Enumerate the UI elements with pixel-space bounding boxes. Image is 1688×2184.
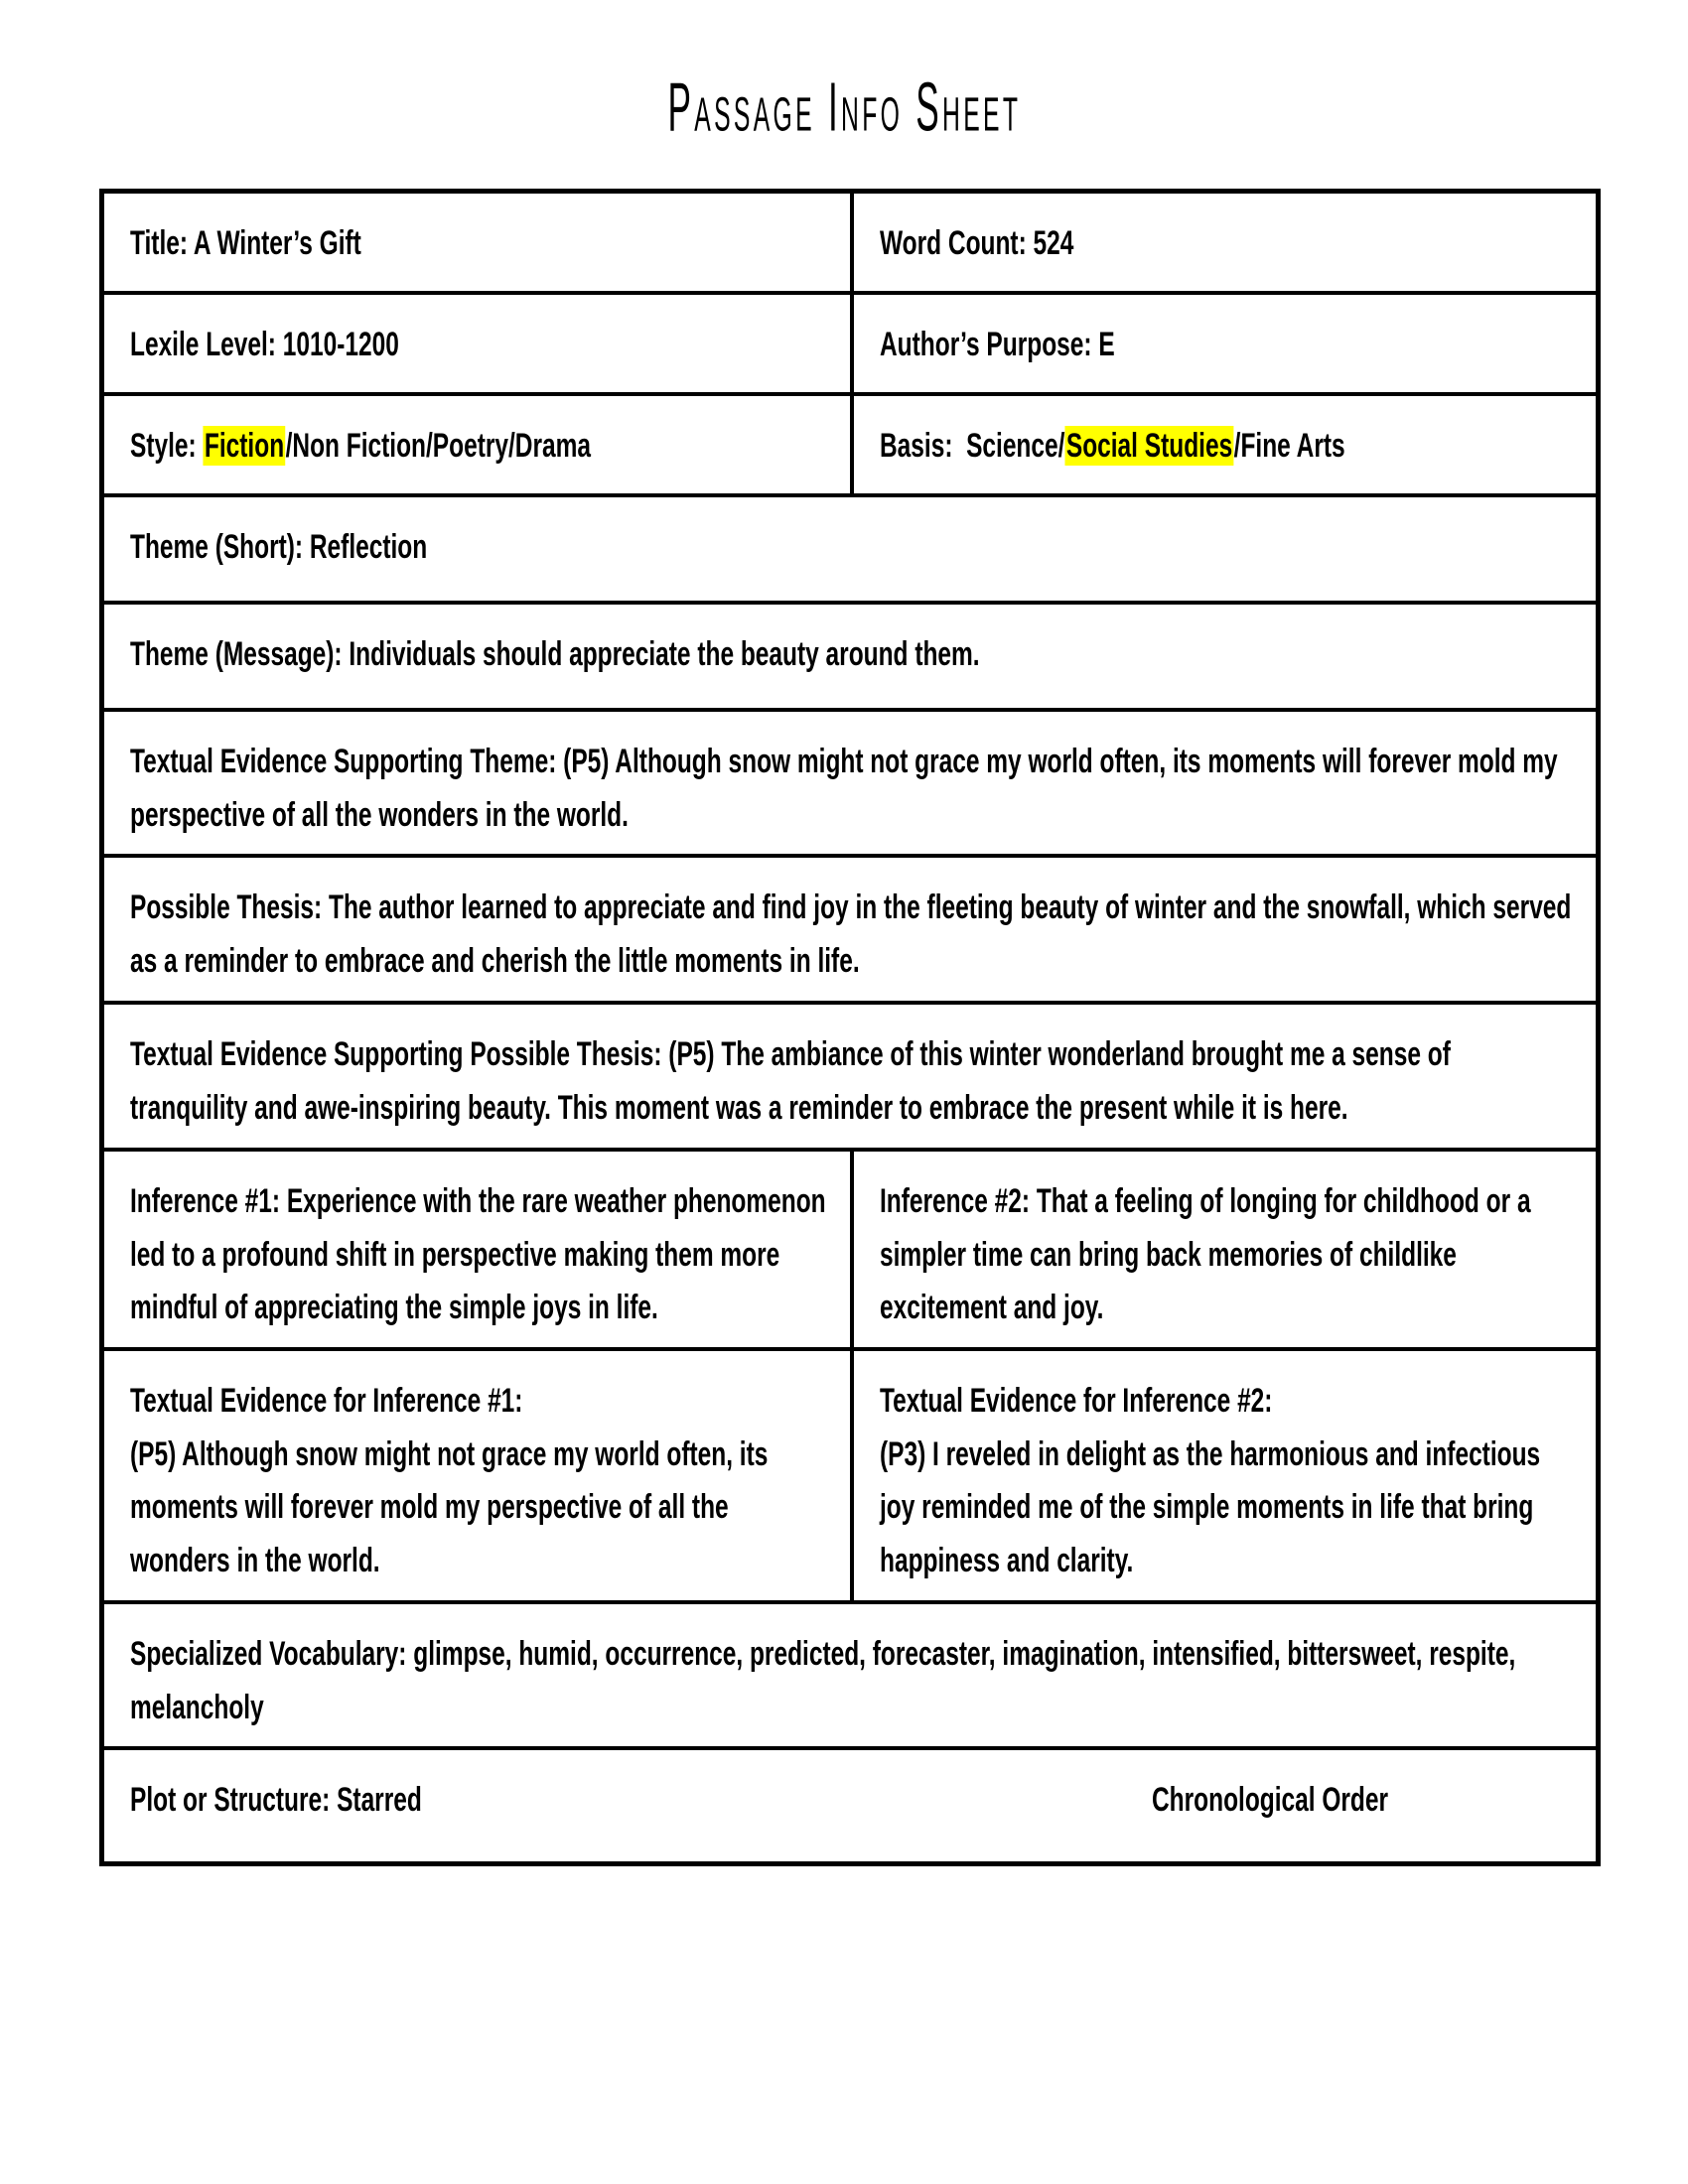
te-inference-1-body: (P5) Although snow might not grace my world often, its moments will forever mold my perspective of all the wonders in the world.	[130, 1434, 769, 1580]
cell-inference-2	[850, 1152, 1596, 1347]
order-note-value: Chronological Order	[1152, 1781, 1389, 1820]
basis-highlighted-choice: Social Studies	[1065, 427, 1233, 465]
cell-te-inference-1	[104, 1351, 850, 1600]
row-inference-evidence	[104, 1347, 1596, 1600]
row-possible-thesis	[104, 854, 1596, 1000]
word-count-value: Word Count: 524	[880, 224, 1074, 262]
theme-short-value: Theme (Short): Reflection	[130, 528, 428, 566]
style-highlighted-choice: Fiction	[204, 427, 285, 465]
cell-style	[104, 396, 850, 493]
specialized-vocabulary-value: Specialized Vocabulary: glimpse, humid, occurrence, predicted, forecaster, imagination, intensified, bittersweet, respite, melancholy	[130, 1634, 1516, 1726]
te-inference-2-label: Textual Evidence for Inference #2:	[880, 1382, 1273, 1421]
theme-message-value: Theme (Message): Individuals should appreciate the beauty around them.	[130, 635, 980, 673]
cell-te-inference-2	[850, 1351, 1596, 1600]
cell-lexile-level	[104, 295, 850, 392]
te-inference-2-body: (P3) I reveled in delight as the harmonious and infectious joy reminded me of the simple moments in life that bring happiness and clarity.	[880, 1434, 1541, 1580]
page-title	[0, 68, 1688, 146]
row-theme-message	[104, 601, 1596, 708]
row-inferences	[104, 1148, 1596, 1347]
cell-inference-1	[104, 1152, 850, 1347]
cell-word-count	[850, 194, 1596, 291]
textual-evidence-thesis-value: Textual Evidence Supporting Possible Thesis: (P5) The ambiance of this winter wonderland brought me a sense of tranquility and awe-inspiring beauty. This moment was a reminder to embrace the present while it is here.	[130, 1034, 1451, 1127]
te-inference-2-value	[880, 1375, 1573, 1588]
row-textual-evidence-theme	[104, 708, 1596, 854]
basis-suffix: /Fine Arts	[1233, 427, 1345, 465]
textual-evidence-theme-value: Textual Evidence Supporting Theme: (P5) Although snow might not grace my world often, its moments will forever mold my perspective of all the wonders in the world.	[130, 743, 1558, 834]
cell-basis	[850, 396, 1596, 493]
row-textual-evidence-thesis	[104, 1001, 1596, 1148]
cell-possible-thesis	[104, 858, 1596, 1000]
authors-purpose-value: Author’s Purpose: E	[880, 326, 1115, 363]
style-prefix: Style:	[130, 427, 204, 465]
style-value	[130, 420, 591, 474]
row-theme-short	[104, 493, 1596, 601]
inference-2-value: Inference #2: That a feeling of longing for childhood or a simpler time can bring back memories of childlike excitement and joy.	[880, 1181, 1531, 1327]
cell-specialized-vocabulary	[104, 1604, 1596, 1746]
row-title-wordcount	[104, 194, 1596, 291]
style-suffix: /Non Fiction/Poetry/Drama	[285, 427, 592, 465]
cell-theme-message	[104, 605, 1596, 708]
page-title-text: Passage Info Sheet	[667, 68, 1021, 146]
cell-plot-structure	[104, 1750, 1596, 1861]
cell-textual-evidence-thesis	[104, 1005, 1596, 1148]
basis-prefix: Basis: Science/	[880, 427, 1065, 465]
inference-1-value: Inference #1: Experience with the rare weather phenomenon led to a profound shift in perspective making them more mindful of appreciating the simple joys in life.	[130, 1181, 826, 1327]
row-lexile-purpose	[104, 291, 1596, 392]
basis-value	[880, 420, 1345, 474]
cell-authors-purpose	[850, 295, 1596, 392]
cell-theme-short	[104, 497, 1596, 601]
cell-textual-evidence-theme	[104, 712, 1596, 854]
te-inference-1-label: Textual Evidence for Inference #1:	[130, 1382, 523, 1421]
row-style-basis	[104, 392, 1596, 493]
row-specialized-vocabulary	[104, 1600, 1596, 1746]
possible-thesis-value: Possible Thesis: The author learned to appreciate and find joy in the fleeting beauty of winter and the snowfall, which served as a reminder to embrace and cherish the little moments in life.	[130, 888, 1572, 981]
plot-structure-value: Plot or Structure: Starred	[130, 1781, 422, 1820]
row-plot-structure	[104, 1746, 1596, 1861]
passage-info-table	[99, 189, 1601, 1866]
cell-title	[104, 194, 850, 291]
te-inference-1-value	[130, 1375, 827, 1588]
lexile-level-value: Lexile Level: 1010-1200	[130, 326, 399, 363]
title-value: Title: A Winter’s Gift	[130, 224, 361, 262]
